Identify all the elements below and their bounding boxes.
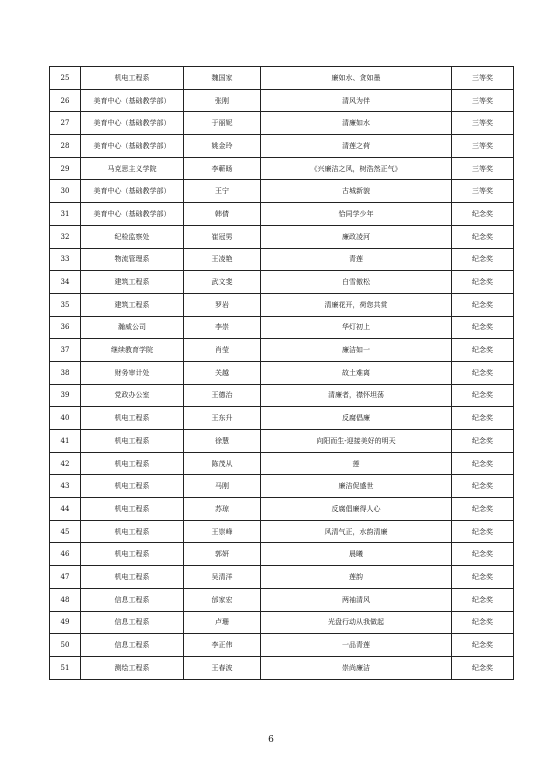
row-number-cell: 50 [50,634,81,657]
table-row [50,407,514,430]
table-row [50,430,514,453]
table-row [50,135,514,158]
author-name-cell: 苏琼 [184,498,261,521]
work-title-cell: 一品青莲 [261,634,452,657]
department-cell: 机电工程系 [81,543,184,566]
author-name-cell: 张刚 [184,89,261,112]
author-name-cell: 王东升 [184,407,261,430]
work-title-cell: 故土难离 [261,361,452,384]
author-name-cell: 陈茂从 [184,452,261,475]
award-level-cell: 三等奖 [452,67,514,90]
author-name-cell: 韩倩 [184,203,261,226]
author-name-cell: 王宁 [184,180,261,203]
department-cell: 党政办公室 [81,384,184,407]
work-title-cell: 光盘行动从我做起 [261,611,452,634]
department-cell: 测绘工程系 [81,656,184,679]
department-cell: 美育中心（基础教学部） [81,180,184,203]
award-level-cell: 纪念奖 [452,316,514,339]
row-number-cell: 27 [50,112,81,135]
row-number-cell: 36 [50,316,81,339]
table-row [50,67,514,90]
award-level-cell: 纪念奖 [452,634,514,657]
author-name-cell: 崔冠男 [184,225,261,248]
row-number-cell: 51 [50,656,81,679]
table-row [50,248,514,271]
row-number-cell: 37 [50,339,81,362]
row-number-cell: 33 [50,248,81,271]
award-level-cell: 纪念奖 [452,248,514,271]
row-number-cell: 42 [50,452,81,475]
work-title-cell: 青莲 [261,248,452,271]
work-title-cell: 华灯初上 [261,316,452,339]
award-level-cell: 纪念奖 [452,656,514,679]
work-title-cell: 两袖清风 [261,588,452,611]
department-cell: 机电工程系 [81,498,184,521]
work-title-cell: 恰同学少年 [261,203,452,226]
award-level-cell: 纪念奖 [452,475,514,498]
author-name-cell: 李正伟 [184,634,261,657]
award-level-cell: 纪念奖 [452,384,514,407]
department-cell: 信息工程系 [81,611,184,634]
department-cell: 马克思主义学院 [81,157,184,180]
table-row [50,180,514,203]
author-name-cell: 王凌艳 [184,248,261,271]
author-name-cell: 李崇 [184,316,261,339]
row-number-cell: 35 [50,293,81,316]
work-title-cell: 廉洁促盛世 [261,475,452,498]
row-number-cell: 26 [50,89,81,112]
work-title-cell: 清莲之荷 [261,135,452,158]
table-body [50,67,514,680]
table-row [50,520,514,543]
work-title-cell: 古城新貌 [261,180,452,203]
table-row [50,225,514,248]
work-title-cell: 清廉如水 [261,112,452,135]
department-cell: 瀚威公司 [81,316,184,339]
department-cell: 信息工程系 [81,588,184,611]
department-cell: 美育中心（基础教学部） [81,112,184,135]
department-cell: 机电工程系 [81,475,184,498]
row-number-cell: 38 [50,361,81,384]
department-cell: 建筑工程系 [81,293,184,316]
department-cell: 机电工程系 [81,407,184,430]
author-name-cell: 王春波 [184,656,261,679]
award-level-cell: 三等奖 [452,89,514,112]
author-name-cell: 武文斐 [184,271,261,294]
row-number-cell: 34 [50,271,81,294]
award-level-cell: 纪念奖 [452,611,514,634]
row-number-cell: 44 [50,498,81,521]
row-number-cell: 29 [50,157,81,180]
table-row [50,566,514,589]
table-row [50,588,514,611]
award-level-cell: 三等奖 [452,112,514,135]
row-number-cell: 25 [50,67,81,90]
row-number-cell: 32 [50,225,81,248]
department-cell: 机电工程系 [81,452,184,475]
author-name-cell: 王德治 [184,384,261,407]
work-title-cell: 反腐倡廉 [261,407,452,430]
author-name-cell: 徐慧 [184,430,261,453]
award-level-cell: 纪念奖 [452,430,514,453]
author-name-cell: 王崇峰 [184,520,261,543]
table-row [50,634,514,657]
work-title-cell: 向阳而生-迎接美好的明天 [261,430,452,453]
table-row [50,475,514,498]
work-title-cell: 《兴廉洁之风，树浩然正气》 [261,157,452,180]
table-row [50,498,514,521]
department-cell: 建筑工程系 [81,271,184,294]
author-name-cell: 肖莹 [184,339,261,362]
award-level-cell: 纪念奖 [452,588,514,611]
table-row [50,543,514,566]
work-title-cell: 廉洁如一 [261,339,452,362]
award-level-cell: 纪念奖 [452,498,514,521]
department-cell: 机电工程系 [81,430,184,453]
table-row [50,384,514,407]
department-cell: 信息工程系 [81,634,184,657]
row-number-cell: 41 [50,430,81,453]
work-title-cell: 莲 [261,452,452,475]
author-name-cell: 李蕲旸 [184,157,261,180]
row-number-cell: 49 [50,611,81,634]
author-name-cell: 卢珊 [184,611,261,634]
table-row [50,271,514,294]
work-title-cell: 廉如水、贪如墨 [261,67,452,90]
work-title-cell: 清廉者，襟怀坦荡 [261,384,452,407]
award-level-cell: 纪念奖 [452,520,514,543]
table-row [50,656,514,679]
table-row [50,452,514,475]
department-cell: 继续教育学院 [81,339,184,362]
row-number-cell: 28 [50,135,81,158]
row-number-cell: 40 [50,407,81,430]
award-level-cell: 纪念奖 [452,293,514,316]
award-level-cell: 三等奖 [452,135,514,158]
author-name-cell: 魏国家 [184,67,261,90]
row-number-cell: 31 [50,203,81,226]
award-level-cell: 纪念奖 [452,452,514,475]
department-cell: 机电工程系 [81,520,184,543]
award-level-cell: 纪念奖 [452,203,514,226]
awards-table [49,66,514,680]
department-cell: 美育中心（基础教学部） [81,89,184,112]
author-name-cell: 郭妍 [184,543,261,566]
work-title-cell: 清廉花开，荷您共赏 [261,293,452,316]
department-cell: 物流管理系 [81,248,184,271]
table-row [50,361,514,384]
work-title-cell: 风清气正，水韵清廉 [261,520,452,543]
table-row [50,339,514,362]
department-cell: 美育中心（基础教学部） [81,135,184,158]
department-cell: 美育中心（基础教学部） [81,203,184,226]
row-number-cell: 48 [50,588,81,611]
table-row [50,203,514,226]
department-cell: 财务审计处 [81,361,184,384]
department-cell: 机电工程系 [81,67,184,90]
row-number-cell: 39 [50,384,81,407]
row-number-cell: 30 [50,180,81,203]
author-name-cell: 关越 [184,361,261,384]
award-level-cell: 三等奖 [452,180,514,203]
work-title-cell: 崇尚廉洁 [261,656,452,679]
award-level-cell: 纪念奖 [452,271,514,294]
award-level-cell: 纪念奖 [452,566,514,589]
award-level-cell: 纪念奖 [452,225,514,248]
row-number-cell: 45 [50,520,81,543]
table-row [50,293,514,316]
table-row [50,157,514,180]
table-row [50,316,514,339]
author-name-cell: 吴清洋 [184,566,261,589]
work-title-cell: 反腐倡廉得人心 [261,498,452,521]
table-row [50,89,514,112]
author-name-cell: 罗岩 [184,293,261,316]
award-level-cell: 纪念奖 [452,543,514,566]
work-title-cell: 廉政凌河 [261,225,452,248]
author-name-cell: 于丽妮 [184,112,261,135]
award-level-cell: 三等奖 [452,157,514,180]
row-number-cell: 46 [50,543,81,566]
work-title-cell: 晨曦 [261,543,452,566]
award-level-cell: 纪念奖 [452,339,514,362]
author-name-cell: 马刚 [184,475,261,498]
table-row [50,611,514,634]
author-name-cell: 姚金玲 [184,135,261,158]
department-cell: 机电工程系 [81,566,184,589]
award-level-cell: 纪念奖 [452,361,514,384]
work-title-cell: 清风为伴 [261,89,452,112]
table-row [50,112,514,135]
work-title-cell: 白雪傲松 [261,271,452,294]
row-number-cell: 47 [50,566,81,589]
work-title-cell: 莲韵 [261,566,452,589]
author-name-cell: 邰家宏 [184,588,261,611]
page-number: 6 [268,735,274,745]
row-number-cell: 43 [50,475,81,498]
department-cell: 纪检监察处 [81,225,184,248]
award-level-cell: 纪念奖 [452,407,514,430]
